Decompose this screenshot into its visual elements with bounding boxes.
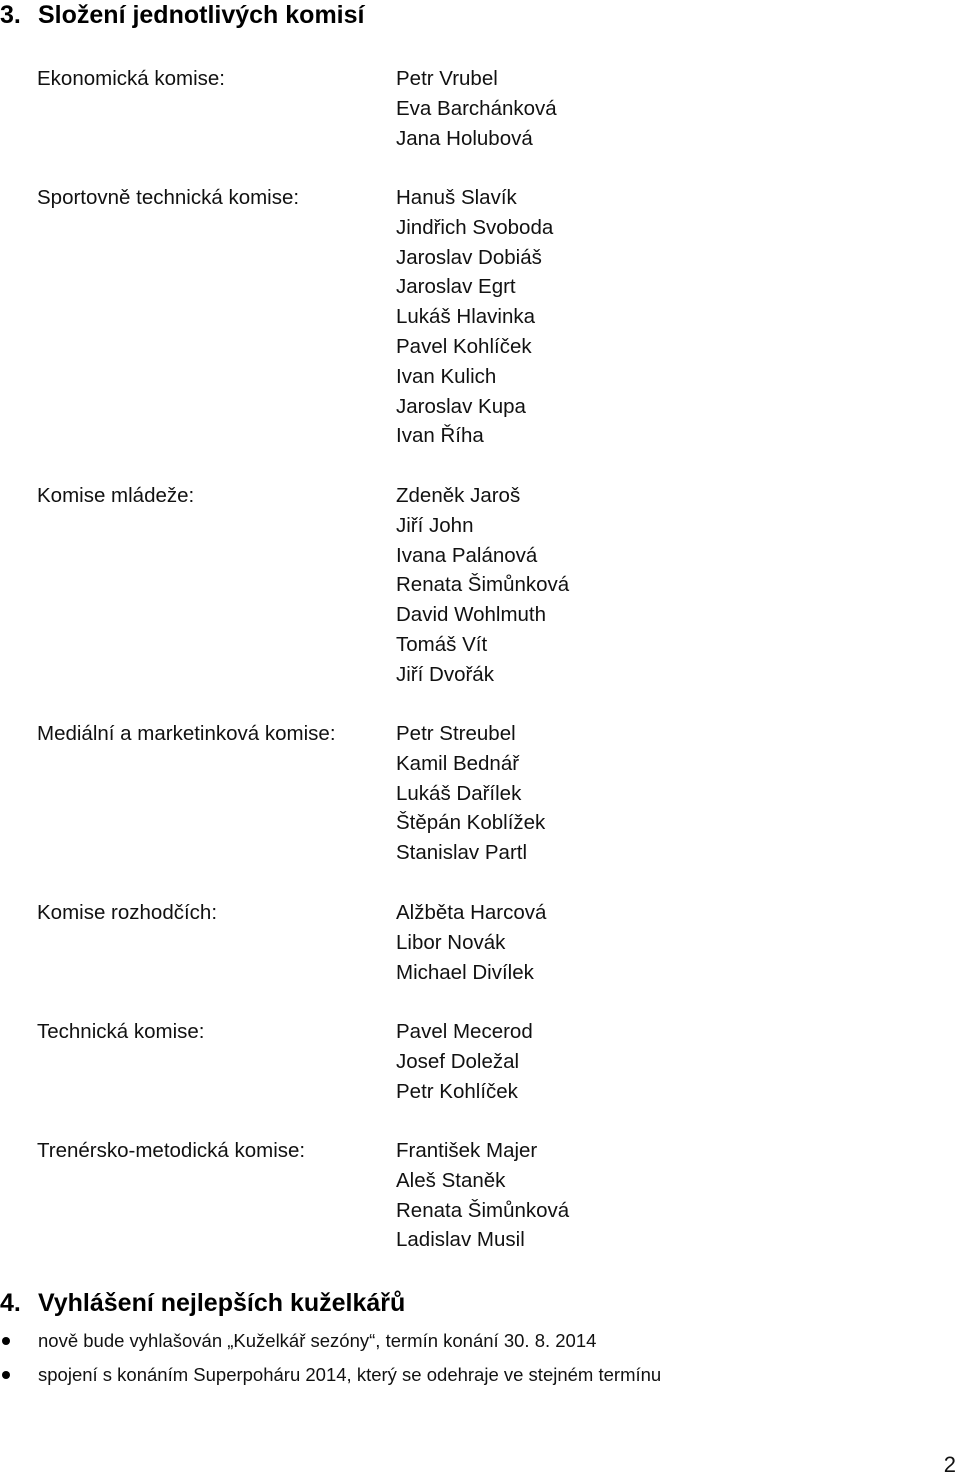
member-name: Alžběta Harcová xyxy=(396,901,547,924)
committee-members xyxy=(396,64,557,153)
member-name: Kamil Bednář xyxy=(396,751,520,775)
member-name: Petr Streubel xyxy=(396,722,516,745)
committee-members xyxy=(396,481,569,690)
member-name: Jana Holubová xyxy=(396,126,533,150)
section-title: Vyhlášení nejlepších kuželkářů xyxy=(38,1289,406,1317)
committee-members xyxy=(396,1017,533,1106)
section-3-heading xyxy=(0,0,364,30)
section-number: 3. xyxy=(0,1,21,29)
member-name: Eva Barchánková xyxy=(396,96,557,120)
committee-members xyxy=(396,719,545,868)
member-name: Lukáš Dařílek xyxy=(396,781,522,805)
member-name: Jiří John xyxy=(396,513,474,537)
member-name: Pavel Kohlíček xyxy=(396,334,532,358)
section-number: 4. xyxy=(0,1289,21,1317)
bullet-item xyxy=(0,1326,960,1356)
committee-name: Ekonomická komise: xyxy=(37,67,225,90)
member-name: Renata Šimůnková xyxy=(396,1198,570,1222)
committee-name: Komise rozhodčích: xyxy=(37,901,218,924)
page-number: 2 xyxy=(943,1452,956,1477)
committee-name: Sportovně technická komise: xyxy=(37,186,300,209)
member-name: Ivan Říha xyxy=(396,424,484,448)
bullet-icon xyxy=(2,1337,10,1345)
committee-members xyxy=(396,898,546,987)
member-name: Aleš Staněk xyxy=(396,1168,506,1192)
member-name: Petr Vrubel xyxy=(396,67,498,90)
bullet-text: nově bude vyhlašován „Kuželkář sezóny“, termín konání 30. 8. 2014 xyxy=(38,1330,597,1351)
member-name: Ivana Palánová xyxy=(396,543,538,567)
member-name: František Majer xyxy=(396,1139,538,1162)
bullet-text: spojení s konáním Superpoháru 2014, který se odehraje ve stejném termínu xyxy=(38,1364,662,1385)
member-name: Jaroslav Dobiáš xyxy=(396,245,542,269)
committee-members xyxy=(396,183,553,451)
member-name: Stanislav Partl xyxy=(396,841,528,865)
member-name: Štěpán Koblížek xyxy=(396,811,546,835)
member-name: Zdeněk Jaroš xyxy=(396,484,521,507)
committee-members xyxy=(396,1136,569,1255)
committee-name: Trenérsko-metodická komise: xyxy=(37,1139,306,1162)
bullet-icon xyxy=(2,1371,10,1379)
member-name: Jaroslav Egrt xyxy=(396,275,516,299)
member-name: Ladislav Musil xyxy=(396,1228,525,1252)
member-name: Michael Divílek xyxy=(396,960,534,984)
member-name: Renata Šimůnková xyxy=(396,573,570,597)
member-name: Tomáš Vít xyxy=(396,632,488,656)
member-name: Jindřich Svoboda xyxy=(396,215,554,239)
member-name: Ivan Kulich xyxy=(396,364,497,388)
member-name: Jaroslav Kupa xyxy=(396,394,526,418)
committee-name: Komise mládeže: xyxy=(37,484,195,507)
member-name: Pavel Mecerod xyxy=(396,1020,533,1043)
section-title: Složení jednotlivých komisí xyxy=(38,1,365,29)
member-name: David Wohlmuth xyxy=(396,603,547,627)
member-name: Josef Doležal xyxy=(396,1049,520,1073)
bullet-item xyxy=(0,1360,960,1390)
member-name: Jiří Dvořák xyxy=(396,662,494,686)
committee-name: Mediální a marketinková komise: xyxy=(37,722,336,745)
section-4-heading xyxy=(0,1288,405,1318)
committee-name: Technická komise: xyxy=(37,1020,205,1043)
member-name: Lukáš Hlavinka xyxy=(396,305,536,329)
member-name: Hanuš Slavík xyxy=(396,186,517,209)
member-name: Petr Kohlíček xyxy=(396,1079,518,1103)
member-name: Libor Novák xyxy=(396,930,506,954)
